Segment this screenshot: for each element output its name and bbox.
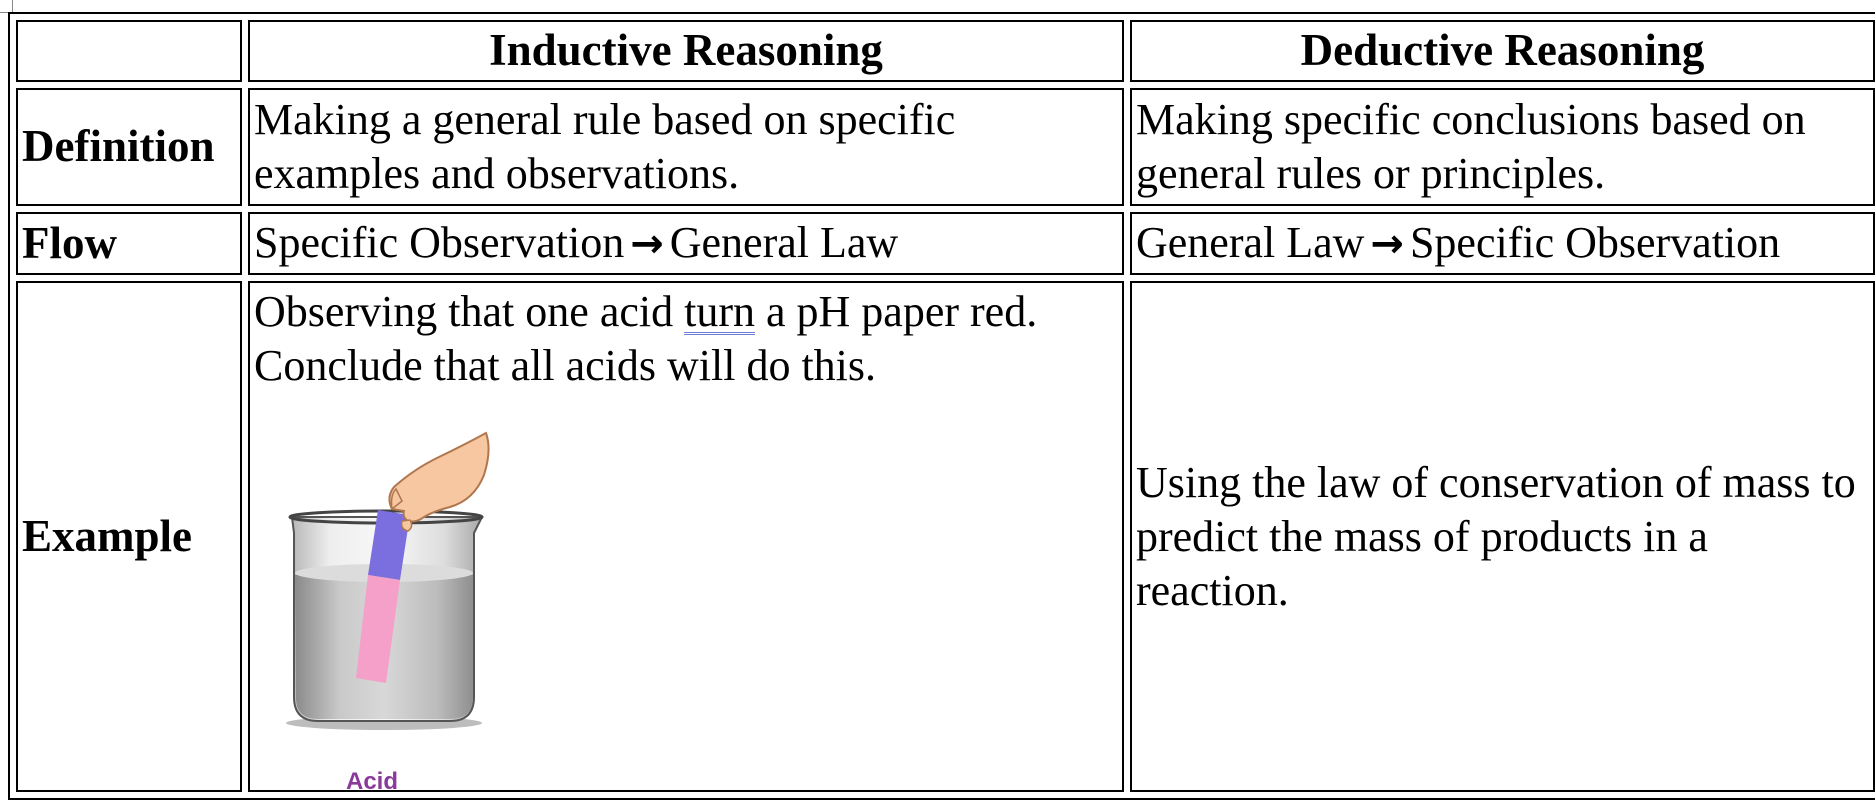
deductive-flow-to: Specific Observation: [1409, 218, 1781, 268]
arrow-right-icon: →: [630, 221, 664, 268]
inductive-flow-to: General Law: [669, 218, 899, 268]
arrow-right-icon: →: [1370, 221, 1404, 268]
acid-label: Acid: [346, 768, 399, 792]
row-label-example: Example: [16, 281, 242, 792]
inductive-example-line1: [254, 285, 1118, 339]
deductive-flow: [1130, 212, 1875, 275]
header-inductive: Inductive Reasoning: [248, 20, 1124, 82]
example-text-post: a pH paper red.: [755, 287, 1038, 337]
row-label-flow: Flow: [16, 212, 242, 275]
deductive-example: Using the law of conservation of mass to predict the mass of products in a reaction.: [1130, 281, 1875, 792]
inductive-example-line2: Conclude that all acids will do this.: [254, 341, 877, 391]
header-row: [16, 20, 1875, 82]
example-text-pre: Observing that one acid: [254, 287, 685, 337]
hand-icon: [389, 433, 488, 522]
inductive-flow-from: Specific Observation: [254, 218, 625, 268]
deductive-definition: Making specific conclusions based on general rules or principles.: [1130, 88, 1875, 206]
comparison-table: [8, 12, 1875, 800]
flow-row: [16, 212, 1875, 275]
header-deductive: Deductive Reasoning: [1130, 20, 1875, 82]
definition-row: [16, 88, 1875, 206]
header-empty-cell: [16, 20, 242, 82]
inductive-definition: Making a general rule based on specific examples and observations.: [248, 88, 1124, 206]
inductive-example: [248, 281, 1124, 792]
inductive-flow: [248, 212, 1124, 275]
deductive-flow-from: General Law: [1136, 218, 1365, 268]
spellcheck-underlined-word: turn: [684, 287, 755, 337]
beaker-icon: [274, 405, 534, 755]
example-row: [16, 281, 1875, 792]
row-label-definition: Definition: [16, 88, 242, 206]
acid-beaker-illustration: [274, 405, 534, 792]
